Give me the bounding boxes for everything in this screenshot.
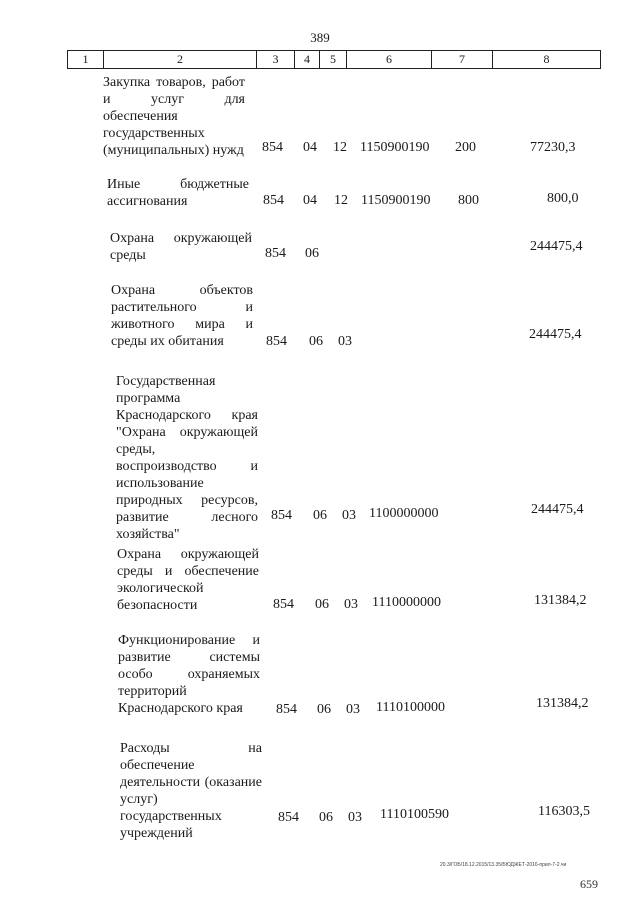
row-description: Охрана объектов растительного и животного мира и среды их обитания [111, 283, 253, 349]
row-code-subsection: 12 [334, 193, 348, 208]
header-col-3: 3 [257, 51, 295, 69]
header-col-7: 7 [432, 51, 493, 69]
row-code-chapter: 854 [276, 702, 297, 717]
page-number-top: 389 [310, 30, 330, 45]
row-description: Государственная программа Краснодарского края "Охрана окружающей среды, воспроизводство и использование природных ресурсов, развитие лесного хозяйства" [116, 374, 258, 542]
table-row [0, 740, 640, 841]
row-amount: 131384,2 [534, 593, 587, 608]
row-code-section: 06 [319, 810, 333, 825]
row-code-section: 06 [313, 508, 327, 523]
row-code-chapter: 854 [262, 140, 283, 155]
row-code-target: 1150900190 [361, 193, 431, 208]
row-description: Охрана окружающей среды и обеспечение экологической безопасности [117, 547, 259, 613]
row-description: Иные бюджетные ассигнования [107, 177, 249, 209]
table-row [0, 282, 640, 354]
row-code-chapter: 854 [273, 597, 294, 612]
row-code-target: 1110100000 [376, 700, 445, 715]
row-amount: 116303,5 [538, 804, 590, 819]
row-code-chapter: 854 [265, 246, 286, 261]
row-code-chapter: 854 [278, 810, 299, 825]
header-col-6: 6 [347, 51, 432, 69]
header-col-4: 4 [295, 51, 320, 69]
row-code-subsection: 03 [344, 597, 358, 612]
row-code-chapter: 854 [271, 508, 292, 523]
row-description: Функционирование и развитие системы особо охраняемых территорий Краснодарского края [118, 633, 260, 716]
row-code-subsection: 03 [342, 508, 356, 523]
table-row [0, 74, 640, 162]
row-amount: 244475,4 [531, 502, 584, 517]
row-code-section: 06 [309, 334, 323, 349]
row-amount: 800,0 [547, 191, 579, 206]
row-code-target: 1110000000 [372, 595, 441, 610]
table-row [0, 546, 640, 618]
row-code-section: 04 [303, 140, 317, 155]
row-code-section: 06 [317, 702, 331, 717]
row-description: Закупка товаров, работ и услуг для обеспечения государственных (муниципальных) нужд [103, 75, 245, 158]
row-code-expense-type: 800 [458, 193, 479, 208]
row-code-target: 1150900190 [360, 140, 430, 155]
header-col-2: 2 [104, 51, 257, 69]
row-code-subsection: 03 [348, 810, 362, 825]
row-code-subsection: 03 [346, 702, 360, 717]
row-amount: 77230,3 [530, 140, 576, 155]
row-code-expense-type: 200 [455, 140, 476, 155]
column-number-header [67, 50, 601, 69]
row-code-section: 04 [303, 193, 317, 208]
row-amount: 244475,4 [529, 327, 582, 342]
row-amount: 131384,2 [536, 696, 589, 711]
row-code-target: 1110100590 [380, 807, 449, 822]
row-amount: 244475,4 [530, 239, 583, 254]
table-row [0, 176, 640, 216]
header-col-1: 1 [68, 51, 104, 69]
row-code-chapter: 854 [266, 334, 287, 349]
row-description: Охрана окружающей среды [110, 231, 252, 263]
table-row [0, 373, 640, 542]
header-col-8: 8 [493, 51, 601, 69]
footer-stamp: 20.3/ГОБ/18.12.2015/13.35/БЮДЖЕТ-2016-прил-7-2.чи [440, 862, 567, 868]
page-number-bottom: 659 [580, 877, 598, 891]
row-code-subsection: 12 [333, 140, 347, 155]
header-col-5: 5 [320, 51, 347, 69]
row-description: Расходы на обеспечение деятельности (оказание услуг) государственных учреждений [120, 741, 262, 841]
table-row [0, 632, 640, 722]
row-code-target: 1100000000 [369, 506, 439, 521]
table-row [0, 230, 640, 270]
row-code-chapter: 854 [263, 193, 284, 208]
row-code-section: 06 [305, 246, 319, 261]
row-code-section: 06 [315, 597, 329, 612]
row-code-subsection: 03 [338, 334, 352, 349]
